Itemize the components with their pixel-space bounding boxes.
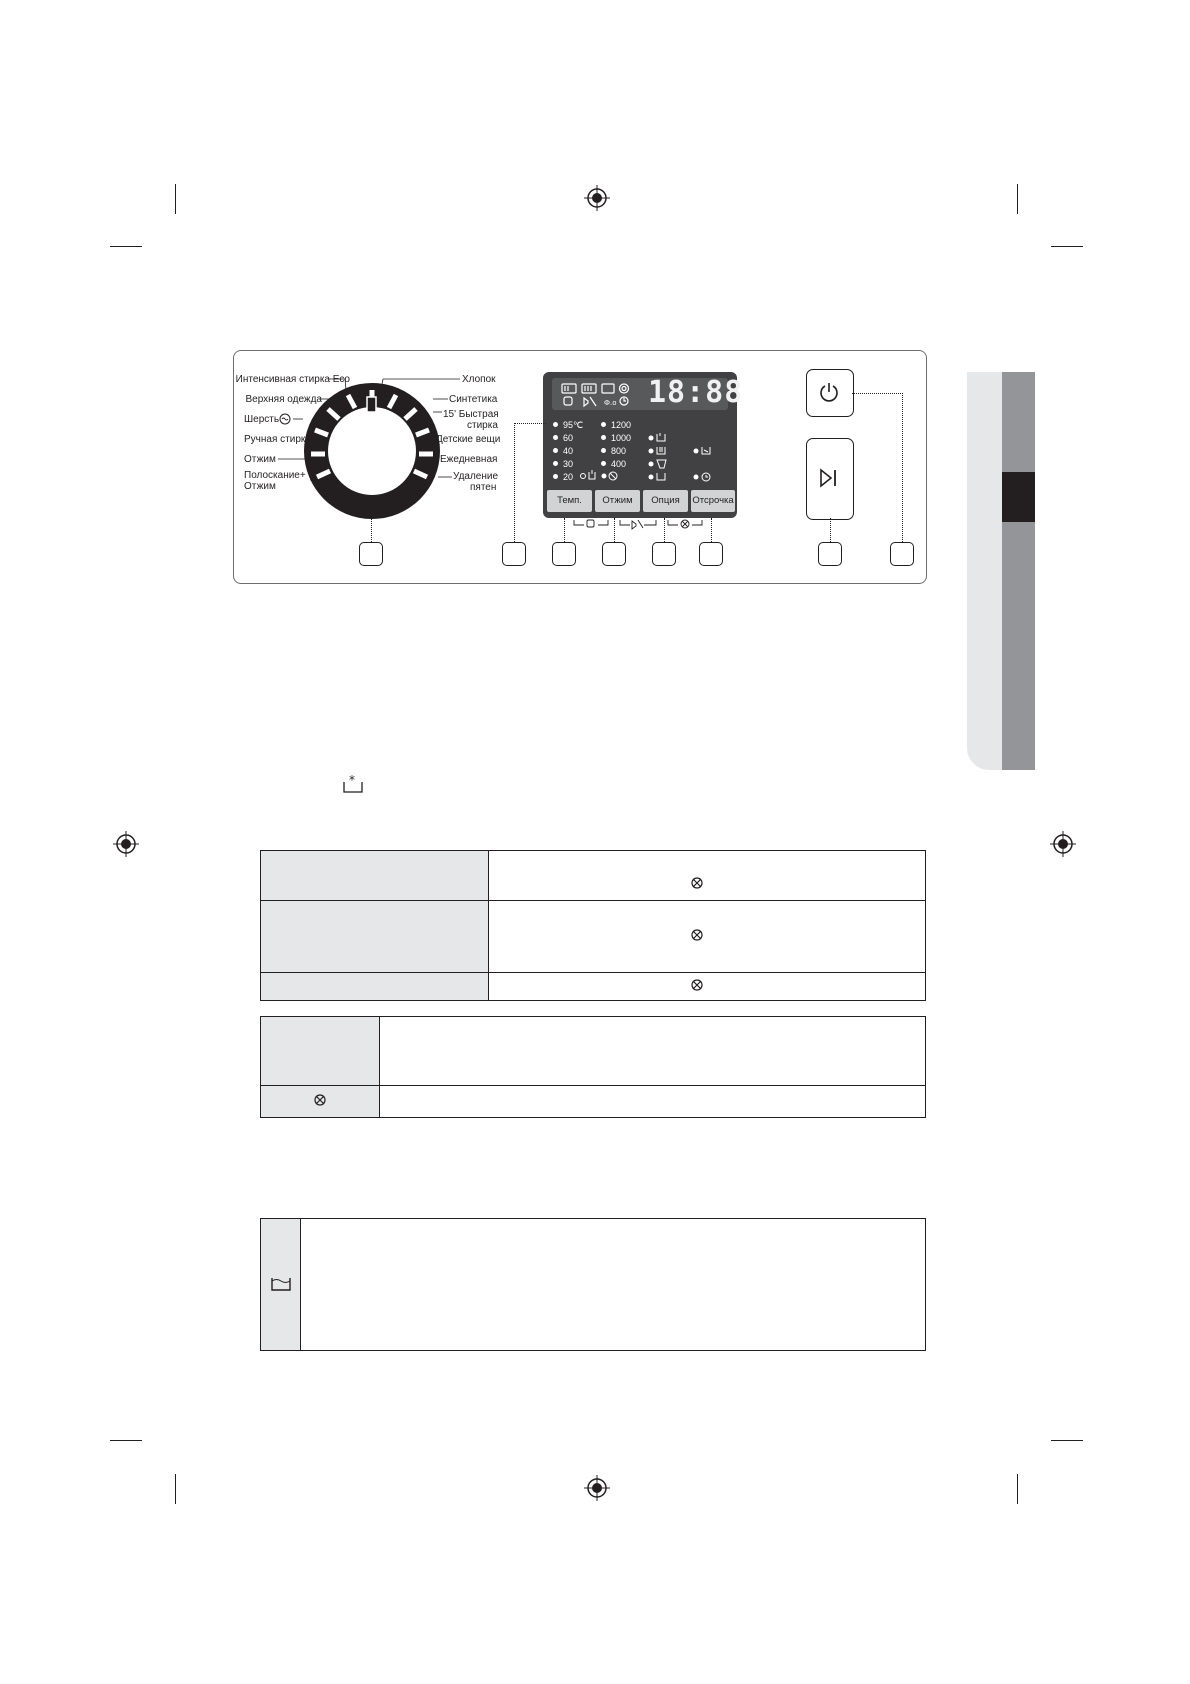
temp-button[interactable]: Темп. xyxy=(547,490,592,512)
svg-text:Ф.о: Ф.о xyxy=(604,399,617,407)
note-table xyxy=(260,1016,926,1118)
dial-label: Синтетика xyxy=(449,394,498,405)
crop-mark xyxy=(175,1474,176,1504)
registration-mark-icon xyxy=(113,831,139,857)
callout-box xyxy=(818,542,842,566)
leader-lines xyxy=(233,350,503,520)
spin-indicator: 400 xyxy=(601,459,626,469)
combo-brackets xyxy=(570,518,720,534)
side-tab-active xyxy=(1002,472,1035,522)
callout-box xyxy=(890,542,914,566)
dial-label: Верхняя одежда xyxy=(245,394,322,405)
dial-label: 15' Быстрая xyxy=(443,409,499,420)
leader-dots xyxy=(371,518,372,542)
temp-indicator: 60 xyxy=(553,433,573,443)
drum-clean-icon xyxy=(690,876,704,890)
side-tab-mid xyxy=(1002,372,1035,770)
temp-indicator: 30 xyxy=(553,459,573,469)
delay-button[interactable]: Отсрочка xyxy=(691,490,735,512)
option-icons xyxy=(543,372,737,488)
crop-mark xyxy=(175,184,176,214)
table-cell xyxy=(301,1219,926,1351)
temp-indicator: 20 xyxy=(553,472,573,482)
dial-label: пятен xyxy=(470,482,497,493)
table-cell xyxy=(261,1017,380,1086)
control-display xyxy=(543,372,744,518)
dial-label: Отжим xyxy=(244,454,276,465)
table-cell xyxy=(261,973,489,1001)
power-icon xyxy=(818,381,840,403)
option-button[interactable]: Опция xyxy=(643,490,688,512)
play-pause-icon xyxy=(819,468,841,488)
callout-box xyxy=(652,542,676,566)
table-cell xyxy=(261,1086,380,1118)
spin-indicator: 1200 xyxy=(601,420,631,430)
crop-mark xyxy=(1051,246,1083,247)
registration-mark-icon xyxy=(1050,831,1076,857)
temp-indicator: 40 xyxy=(553,446,573,456)
digit-display: 18:88 xyxy=(648,375,744,410)
dial-label: Удаление xyxy=(453,471,499,482)
crop-mark xyxy=(110,246,142,247)
dial-label: Интенсивная стирка Eco xyxy=(235,374,350,385)
table-cell xyxy=(489,851,926,901)
table-cell xyxy=(261,901,489,973)
leader-dots xyxy=(664,518,665,542)
drum-clean-icon xyxy=(690,928,704,942)
dial-label: Ежедневная xyxy=(440,454,498,465)
dial-label: Хлопок xyxy=(462,374,496,385)
table-cell xyxy=(489,901,926,973)
drum-clean-icon xyxy=(313,1093,327,1107)
dial-label: стирка xyxy=(467,420,498,431)
crop-mark xyxy=(1017,1474,1018,1504)
dial-label: Шерсть xyxy=(244,414,280,425)
leader-dots xyxy=(902,393,903,542)
leader-dots xyxy=(711,518,712,542)
svg-text:*: * xyxy=(349,774,355,787)
dial-label: Полоскание+ xyxy=(244,470,306,481)
callout-box xyxy=(699,542,723,566)
dial-label: Ручная стирка xyxy=(244,434,312,445)
crop-mark xyxy=(1017,184,1018,214)
options-table xyxy=(260,850,926,1001)
table-cell xyxy=(261,1219,301,1351)
leader-dots xyxy=(514,423,546,424)
spin-indicator: 800 xyxy=(601,446,626,456)
caution-table xyxy=(260,1218,926,1351)
spin-indicator: 1000 xyxy=(601,433,631,443)
callout-box xyxy=(552,542,576,566)
leader-dots xyxy=(614,518,615,542)
dial-label: Отжим xyxy=(244,481,276,492)
temp-indicator: 95℃ xyxy=(553,420,583,431)
side-tab-light xyxy=(967,372,1002,770)
table-cell xyxy=(380,1017,926,1086)
leader-dots xyxy=(514,423,515,542)
leader-dots xyxy=(830,518,831,542)
crop-mark xyxy=(1051,1440,1083,1441)
leader-dots xyxy=(564,518,565,542)
callout-box xyxy=(359,542,383,566)
spin-button[interactable]: Отжим xyxy=(595,490,640,512)
drum-clean-icon xyxy=(690,978,704,992)
rinse-plus-icon xyxy=(342,774,364,794)
wash-tub-icon xyxy=(270,1274,292,1292)
callout-box xyxy=(602,542,626,566)
table-cell xyxy=(261,851,489,901)
dial-label: Детские вещи xyxy=(436,434,501,445)
table-cell xyxy=(380,1086,926,1118)
registration-mark-icon xyxy=(584,1475,610,1501)
table-cell xyxy=(489,973,926,1001)
leader-dots xyxy=(852,393,903,394)
crop-mark xyxy=(110,1440,142,1441)
callout-box xyxy=(502,542,526,566)
registration-mark-icon xyxy=(584,185,610,211)
